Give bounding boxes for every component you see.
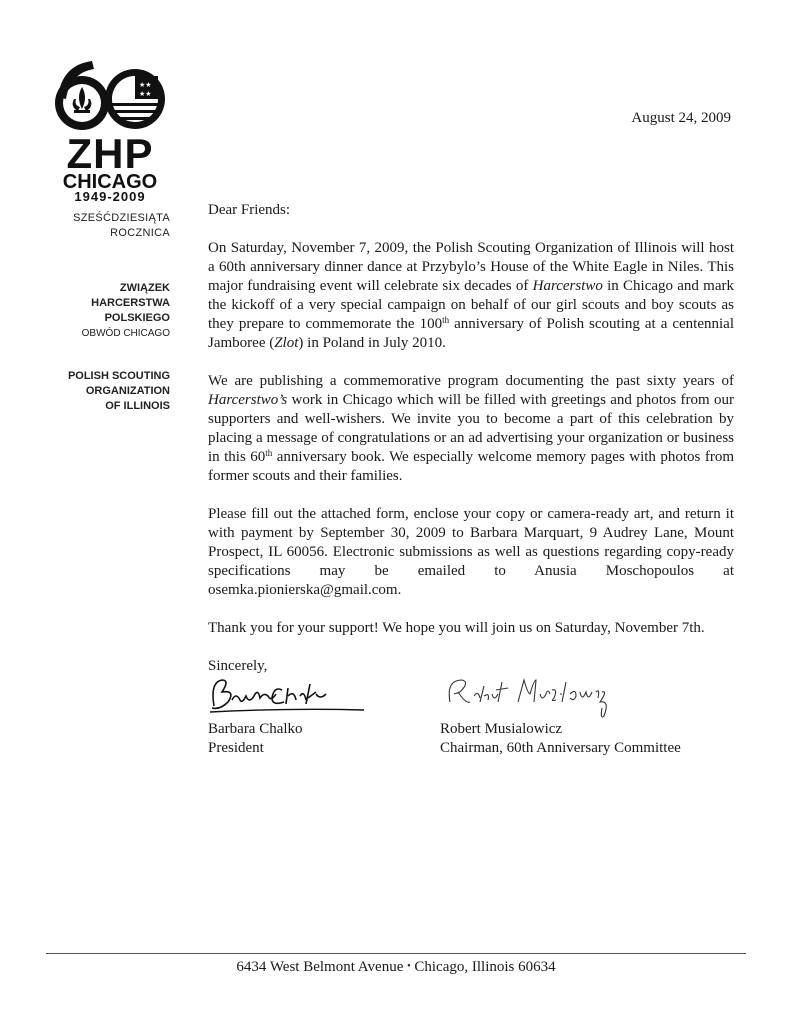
signature-chairman <box>440 672 740 758</box>
org-en-line-3: OF ILLINOIS <box>105 400 170 412</box>
p1-text-f: ) in Poland in July 2010. <box>298 335 446 351</box>
anniversary-caption <box>40 211 170 241</box>
p1-text-d: anniversary of Polish scouting at a centennial Jamboree ( <box>208 316 734 351</box>
footer-street: 6434 West Belmont Avenue <box>236 959 404 975</box>
p1-text-c: in Chicago and mark the kickoff of a very special campaign on behalf of our girl scouts and boy scouts as they prepare to commemorate the 100 <box>208 278 734 332</box>
footer-address <box>46 959 746 976</box>
polish-org-name <box>40 281 170 341</box>
handwritten-signature-chalko <box>208 672 368 718</box>
signatory-title-1: President <box>208 740 264 756</box>
paragraph-4: Thank you for your support! We hope you will join us on Saturday, November 7th. <box>208 620 705 636</box>
signatory-title-2: Chairman, 60th Anniversary Committee <box>440 740 681 756</box>
closing: Sincerely, <box>208 658 268 674</box>
logo-years: 1949-2009 <box>74 189 146 204</box>
org-pl-line-4: OBWÓD CHICAGO <box>81 328 170 339</box>
letterhead-sidebar <box>40 55 170 414</box>
p2-italic-harcerstwos: Harcerstwo’s <box>208 392 288 408</box>
p2-superscript: th <box>265 448 273 458</box>
logo-city: CHICAGO <box>62 171 158 193</box>
anniversary-line-1: SZEŚĆDZIESIĄTA <box>73 212 170 224</box>
handwritten-signature-musialowicz <box>440 672 620 722</box>
org-pl-line-3: POLSKIEGO <box>104 312 170 324</box>
svg-text:★★: ★★ <box>139 81 152 89</box>
footer-separator: • <box>407 961 411 972</box>
signature-president <box>208 672 408 758</box>
salutation: Dear Friends: <box>208 202 291 218</box>
p1-italic-zlot: Zlot <box>274 335 299 351</box>
footer-divider <box>46 953 746 954</box>
p1-text-a: On Saturday, November 7, 2009, the Polish Scouting Organization of Illinois will host a 60th anniversary dinner dance at Przybylo’s House of the White Eagle in Niles. This major fundraising event will celebrate six decades of <box>208 240 734 294</box>
paragraph-1 <box>208 239 734 353</box>
svg-text:★★: ★★ <box>139 90 152 98</box>
p2-text-a: We are publishing a commemorative program documenting the past sixty years of <box>208 373 734 389</box>
zhp-logo <box>40 55 170 205</box>
org-pl-line-1: ZWIĄZEK <box>119 282 170 294</box>
signatory-name-2: Robert Musialowicz <box>440 721 563 737</box>
org-en-line-1: POLISH SCOUTING <box>67 370 170 382</box>
signatory-name-1: Barbara Chalko <box>208 721 303 737</box>
org-en-line-2: ORGANIZATION <box>85 385 170 397</box>
letter-body <box>208 201 734 695</box>
logo-acronym: ZHP <box>66 130 154 177</box>
signature-block <box>208 672 768 762</box>
anniversary-line-2: ROCZNICA <box>110 227 170 239</box>
paragraph-3: Please fill out the attached form, enclose your copy or camera-ready art, and return it with payment by September 30, 2009 to Barbara Marquart, 9 Audrey Lane, Mount Prospect, IL 60056. Electronic submissions as well as questions regarding copy-ready specifications may be emailed to Anusia Moschopoulos at osemka.pionierska@gmail.com. <box>208 506 734 598</box>
anniversary-60-emblem <box>40 55 170 135</box>
p1-italic-harcerstwo: Harcerstwo <box>532 278 603 294</box>
footer-city: Chicago, Illinois 60634 <box>414 959 556 975</box>
p2-text-c: work in Chicago which will be filled with greetings and photos from our supporters and well-wishers. We invite you to become a part of this celebration by placing a message of congratulations or an ad advertising your organization or business in this 60 <box>208 392 734 465</box>
p2-text-d: anniversary book. We especially welcome memory pages with photos from former scouts and their families. <box>208 449 734 484</box>
p1-superscript: th <box>442 315 450 325</box>
org-pl-line-2: HARCERSTWA <box>91 297 170 309</box>
paragraph-2 <box>208 372 734 486</box>
letter-date: August 24, 2009 <box>631 110 731 126</box>
english-org-name <box>40 369 170 414</box>
